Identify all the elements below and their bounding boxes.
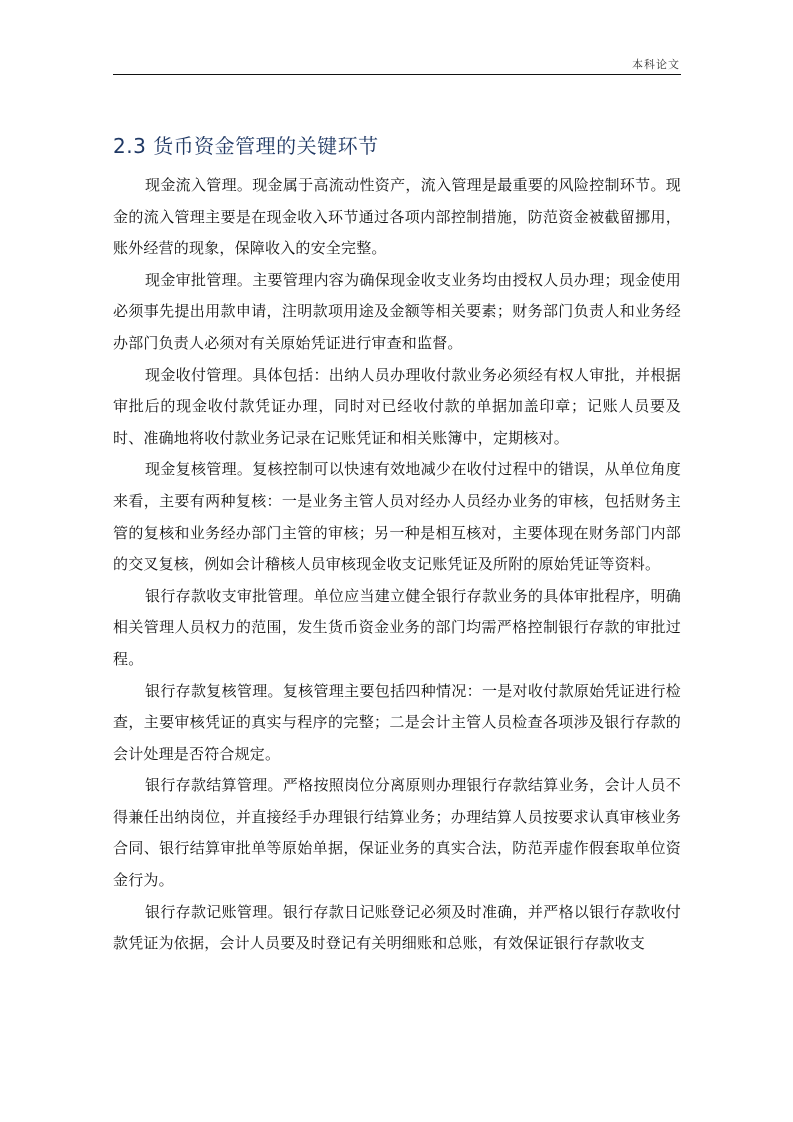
running-header: 本科论文 (632, 58, 680, 71)
paragraph-cash-approval: 现金审批管理。主要管理内容为确保现金收支业务均由授权人员办理；现金使用必须事先提出用款申请，注明款项用途及金额等相关要素；财务部门负责人和业务经办部门负责人必须对有关原始凭证进行审查和监督。 (113, 270, 681, 352)
body-text (113, 170, 681, 960)
header-divider (113, 74, 681, 75)
paragraph-cash-payment: 现金收付管理。具体包括：出纳人员办理收付款业务必须经有权人审批，并根据审批后的现金收付款凭证办理，同时对已经收付款的单据加盖印章；记账人员要及时、准确地将收付款业务记录在记账凭证和相关账簿中，定期核对。 (113, 365, 681, 447)
section-heading: 2.3 货币资金管理的关键环节 (113, 134, 379, 158)
paragraph-bank-settlement: 银行存款结算管理。严格按照岗位分离原则办理银行存款结算业务，会计人员不得兼任出纳岗位，并直接经手办理银行结算业务；办理结算人员按要求认真审核业务合同、银行结算审批单等原始单据，保证业务的真实合法，防范弄虚作假套取单位资金行为。 (113, 776, 681, 890)
paragraph-bank-bookkeeping: 银行存款记账管理。银行存款日记账登记必须及时准确，并严格以银行存款收付款凭证为依据，会计人员要及时登记有关明细账和总账，有效保证银行存款收支 (113, 902, 681, 953)
paragraph-bank-approval: 银行存款收支审批管理。单位应当建立健全银行存款业务的具体审批程序，明确相关管理人员权力的范围，发生货币资金业务的部门均需严格控制银行存款的审批过程。 (113, 586, 681, 668)
paragraph-cash-review: 现金复核管理。复核控制可以快速有效地减少在收付过程中的错误，从单位角度来看，主要有两种复核：一是业务主管人员对经办人员经办业务的审核，包括财务主管的复核和业务经办部门主管的审核；另一种是相互核对，主要体现在财务部门内部的交叉复核，例如会计稽核人员审核现金收支记账凭证及所附的原始凭证等资料。 (113, 460, 681, 574)
paragraph-bank-review: 银行存款复核管理。复核管理主要包括四种情况：一是对收付款原始凭证进行检查，主要审核凭证的真实与程序的完整；二是会计主管人员检查各项涉及银行存款的会计处理是否符合规定。 (113, 681, 681, 763)
paragraph-cash-inflow: 现金流入管理。现金属于高流动性资产，流入管理是最重要的风险控制环节。现金的流入管理主要是在现金收入环节通过各项内部控制措施，防范资金被截留挪用，账外经营的现象，保障收入的安全完整。 (113, 176, 681, 258)
